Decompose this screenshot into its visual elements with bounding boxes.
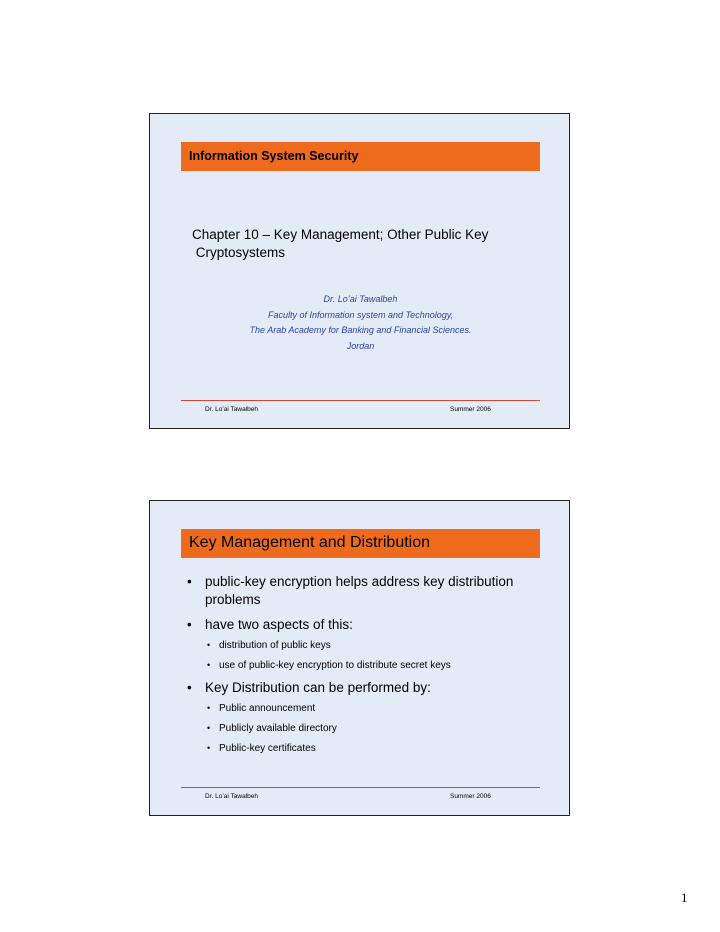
- slide-2-title-bar: [181, 529, 540, 558]
- slide-2-title: Key Management and Distribution: [189, 534, 431, 551]
- slide-2-bullet-list: [185, 573, 555, 762]
- sub-bullet-list: [205, 702, 555, 755]
- affiliation-line-2: The Arab Academy for Banking and Financial Sciences.: [249, 325, 472, 335]
- bullet-item: [185, 573, 555, 609]
- sub-bullet-item: • use of public-key encryption to distribute secret keys: [205, 659, 555, 672]
- slide-2: [149, 500, 570, 816]
- bullet-item: [185, 616, 555, 672]
- author-block: [150, 292, 571, 354]
- slide-2-footer-rule: [181, 787, 540, 788]
- slide-1: [149, 113, 570, 429]
- bullet-text: Key Distribution can be performed by:: [205, 680, 431, 695]
- sub-bullet-item: • Publicly available directory: [205, 722, 555, 735]
- bullet-item: [185, 679, 555, 755]
- slide-1-title: Information System Security: [189, 149, 359, 163]
- page-number: 1: [681, 890, 688, 905]
- slide-1-footer-rule: [181, 400, 540, 401]
- slide-1-heading: [192, 226, 532, 262]
- sub-bullet-item: • Public-key certificates: [205, 742, 555, 755]
- affiliation-line-1: Faculty of Information system and Technology,: [267, 309, 454, 320]
- slide-2-footer-author: Dr. Lo’ai Tawalbeh: [205, 793, 258, 800]
- slide-1-heading-line-1: Chapter 10 – Key Management; Other Public Key: [192, 227, 489, 242]
- slide-1-title-bar: [181, 142, 540, 171]
- author-name: Dr. Lo’ai Tawalbeh: [323, 294, 398, 304]
- sub-bullet-item: • distribution of public keys: [205, 639, 555, 652]
- sub-bullet-item: • Public announcement: [205, 702, 555, 715]
- bullet-text: public-key encryption helps address key distribution problems: [205, 574, 514, 607]
- bullet-text: have two aspects of this:: [205, 617, 353, 632]
- slide-1-footer-date: Summer 2006: [450, 406, 491, 413]
- affiliation-line-3: Jordan: [346, 340, 375, 351]
- slide-1-footer-author: Dr. Lo’ai Tawalbeh: [205, 406, 258, 413]
- sub-bullet-list: [205, 639, 555, 672]
- slide-1-heading-line-2: Cryptosystems: [192, 245, 286, 260]
- slide-2-footer-date: Summer 2006: [450, 793, 491, 800]
